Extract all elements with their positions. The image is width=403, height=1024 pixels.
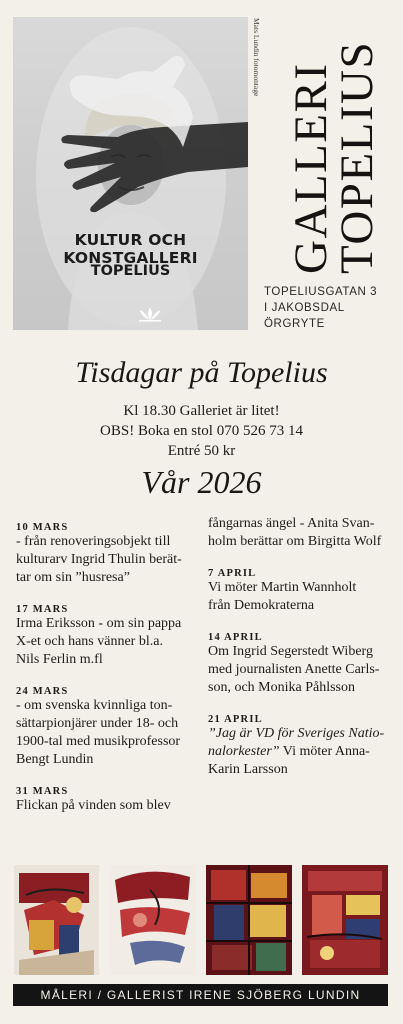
event-line: 1900-tal med musikprofessor [16,734,181,749]
event-date: 31 MARS [16,786,69,797]
event-line: tar om sin ”husresa” [16,570,130,585]
event-line: sättarpionjärer under 18- och [16,716,179,731]
info-line: Entré 50 kr [167,443,236,459]
address-line: I JAKOBSDAL [264,302,345,314]
event-line-italic: nalorkester” [208,744,280,759]
event-line: - från renoveringsobjekt till [16,534,171,549]
event-line: holm berättar om Birgitta Wolf [208,534,382,549]
artwork-painting-4 [302,865,388,975]
event [16,522,204,587]
event-date: 21 APRIL [208,714,263,725]
artwork-painting-2 [110,865,196,975]
event [16,786,204,815]
events-right-column [208,515,398,779]
event-line: Vi möter Martin Wannholt [208,580,357,595]
event-date: 10 MARS [16,522,69,533]
address-line: TOPELIUSGATAN 3 [264,286,378,298]
poster-photomontage [13,17,248,330]
event-line: med journalisten Anette Carls- [208,662,380,677]
event-line: från Demokraterna [208,598,315,613]
address-line: ÖRGRYTE [264,318,325,330]
poster-title: KULTUR OCH KONSTGALLERI [63,231,198,267]
event-date: 17 MARS [16,604,69,615]
headline: Tisdagar på Topelius [75,356,328,389]
poster-subtitle: TOPELIUS [90,263,171,279]
info-line: OBS! Boka en stol 070 526 73 14 [100,423,303,439]
event-line: kulturarv Ingrid Thulin berät- [16,552,182,567]
event-line [208,743,398,761]
event-date: 7 APRIL [208,568,257,579]
info-line: Kl 18.30 Galleriet är litet! [123,403,280,419]
event-line: - om svenska kvinnliga ton- [16,698,173,713]
footer-bar: MÅLERI / GALLERIST IRENE SJÖBERG LUNDIN [13,984,388,1006]
event [208,568,398,615]
event-line: Nils Ferlin m.fl [16,652,103,667]
event-line: Flickan på vinden som blev [16,798,171,813]
gallery-name: GALLERI TOPELIUS [285,40,383,274]
event-line: X-et och hans vänner bl.a. [16,634,163,649]
event-line-italic: ”Jag är VD för Sveriges Natio- [208,726,385,741]
artwork-painting-1 [14,865,99,975]
event-line: Om Ingrid Segerstedt Wiberg [208,644,373,659]
event-line: son, och Monika Påhlsson [208,680,355,695]
events-left-column [16,522,204,815]
event-line: Irma Eriksson - om sin pappa [16,616,182,631]
address [264,284,399,332]
event-line: fångarnas ängel - Anita Svan- [208,516,375,531]
photo-credit: Mats Lundin fotomontage [252,18,261,97]
event-line-tail: Vi möter Anna- [279,744,370,759]
event-date: 24 MARS [16,686,69,697]
event [208,714,398,779]
poster-image [13,17,248,330]
artwork-painting-3 [206,865,292,975]
event-date: 14 APRIL [208,632,263,643]
event [16,604,204,669]
event [16,686,204,769]
event [208,632,398,697]
season-title: Vår 2026 [141,464,262,500]
event-line: Karin Larsson [208,762,288,777]
event-line: Bengt Lundin [16,752,94,767]
